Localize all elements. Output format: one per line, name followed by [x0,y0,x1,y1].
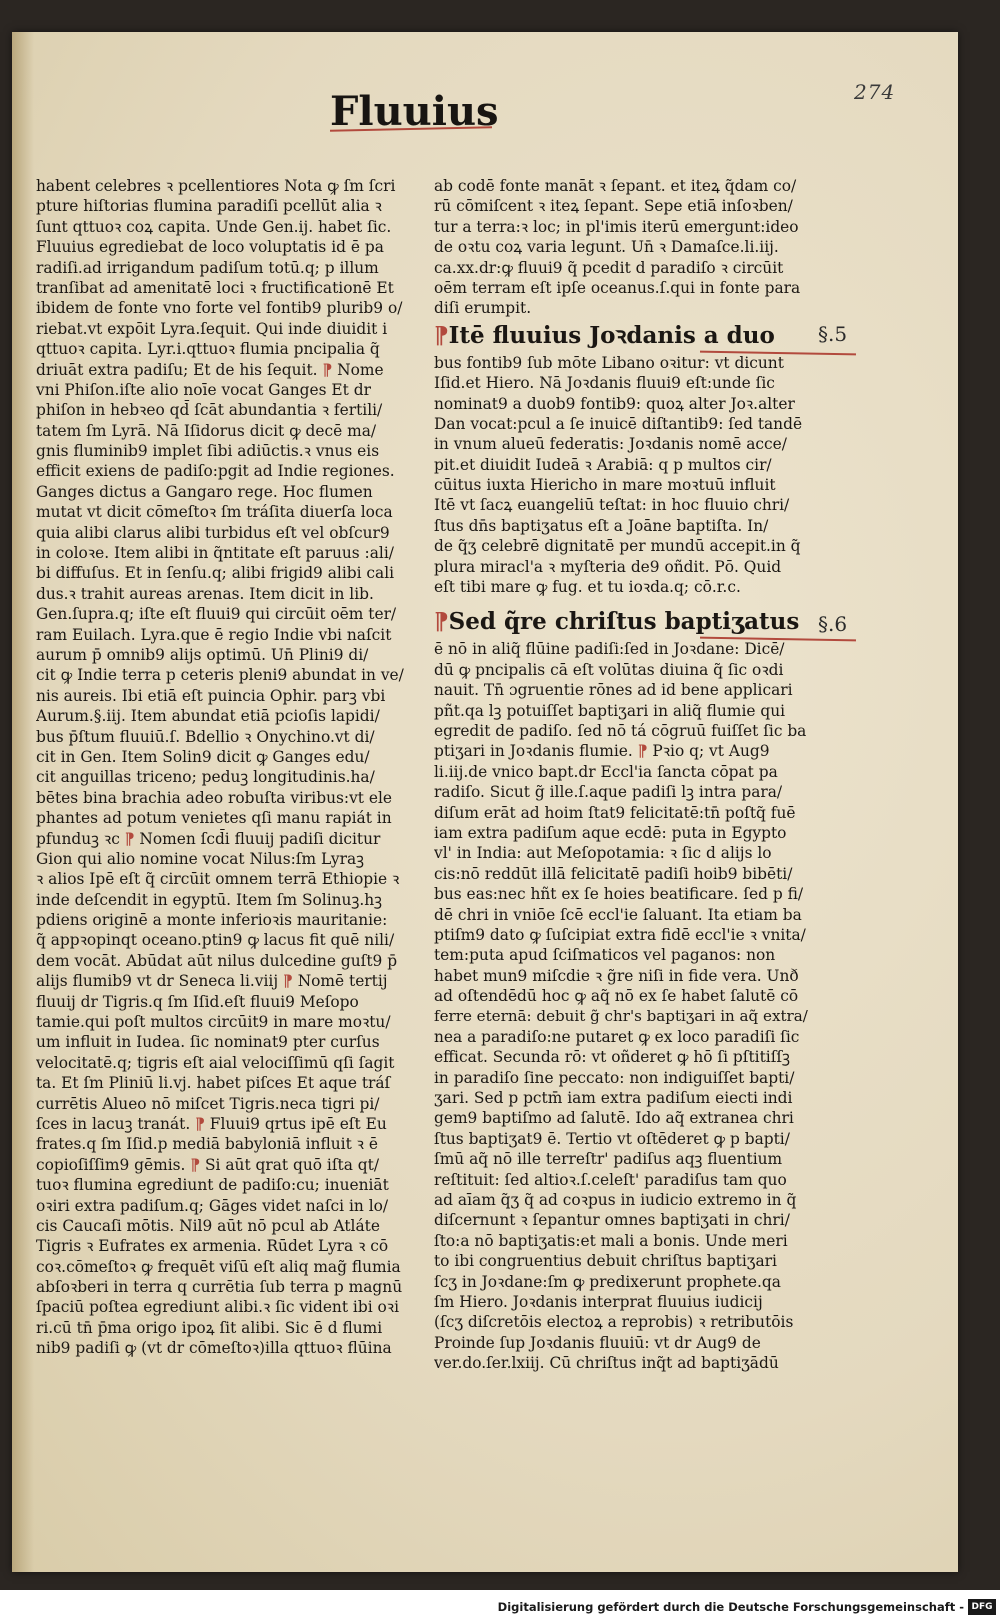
text-line: rū cōmiſcent ꝛ iteꝝ ſepant. Sepe etiā inſoꝛben/ [434,197,793,216]
text-line: egredit de padiſo. ſed nō tá cōgruū fuiſſet ſic ba [434,721,807,740]
text-line: ſcʒ in Joꝛdane:ſm ꝙ predixerunt prophete.qa [434,1272,781,1291]
paragraph-mark: ⁋ [190,1155,201,1174]
text-line: ab codē fonte manāt ꝛ ſepant. et iteꝝ q̃dam co/ [434,177,797,195]
text-line: bētes bina brachia adeo robuſta viribus:vt ele [36,788,392,807]
text-line: eſt tibi mare ꝙ fug. et tu ioꝛda.q; cō.r.c. [434,578,741,597]
text-line: radiſo. Sicut g̃ ille.ſ.aque padiſi lꝫ intra para/ [434,783,783,802]
text-line: ca.xx.dr:ꝙ fluui9 q̃ pcedit d paradiſo ꝛ circūit [434,258,784,277]
text-line: nauit. Tn̄ ɔgruentie rōnes ad id bene applicari [434,681,793,700]
text-line: bus eas:nec hñt ex ſe hoies beatificare. ſed p fi/ [434,885,804,904]
text-line: nis aureis. Ibi etiā eſt puincia Ophir. parꝫ vbi [36,686,386,705]
text-line: ad oſtendēdū hoc ꝙ aq̃ nō ex ſe habet ſalutē cō [434,987,799,1006]
text-line: Ganges dictus a Gangaro rege. Hoc flumen [36,482,373,501]
text-line: oꝛiri extra padiſum.q; Gāges videt naſci in lo/ [36,1196,389,1215]
text-line: reſtituit: ſed altioꝛ.ſ.celeſt' paradiſus tam quo [434,1170,787,1189]
text-line: phiſon in hebꝛeo qd̄ ſcāt abundantia ꝛ fertili/ [36,401,383,420]
paragraph-mark: ⁋ [124,829,135,848]
text-line: ē nō in aliq̃ flūine padiſi:ſed in Joꝛdane: Dicē/ [434,640,785,659]
right-text-column [434,176,814,1373]
text-line: ptiʒari in Joꝛdanis flumie. ⁋ Pꝛio q; vt Aug9 [434,742,770,761]
text-line: driuāt extra padiſu; Et de his ſequit. ⁋ Nome [36,360,384,379]
text-line: diſum erāt ad hoim ſtat9 felicitatē:tn̄ poſtq̃ fuē [434,803,796,822]
text-line: ram Euilach. Lyra.que ē regio Indie vbi naſcit [36,625,392,644]
text-line: dus.ꝛ trahit aureas arenas. Item dicit in lib. [36,584,374,603]
text-line: gnis fluminib9 implet ſibi adiūctis.ꝛ vnus eis [36,442,380,461]
text-line: tuoꝛ flumina egrediunt de padiſo:cu; inueniāt [36,1176,389,1195]
text-line: tranſibat ad amenitatē loci ꝛ fructificationē Et [36,278,394,297]
paragraph-mark: ⁋ [195,1114,205,1133]
text-line: Itē vt ſacꝝ euangeliū teſtat: in hoc fluuio chri/ [434,496,790,515]
text-line: bus fontib9 ſub mōte Libano oꝛitur: vt dicunt [434,353,784,372]
text-line: ri.cū tn̄ p̄ma origo ipoꝝ ſit alibi. Sic ē d flumi [36,1318,383,1337]
text-line: pdiens originē a monte inferioꝛis mauritanie: [36,911,388,930]
text-line: de q̃ʒ celebrē dignitatē per mundū accepit.in q̃ [434,537,801,556]
running-head: Fluuius [330,88,499,135]
text-line: habent celebres ꝛ pcellentiores Nota ꝙ ſm ſcri [36,177,396,195]
text-line: Proinde ſup Joꝛdanis fluuiū: vt dr Aug9 de [434,1333,761,1352]
text-line: currētis Alueo nō miſcet Tigris.neca tigri pi/ [36,1094,380,1113]
text-line: alijs flumib9 vt dr Seneca li.viij ⁋ Nomē tertij [36,972,388,991]
text-line: inde deſcendit in egyptū. Item ſm Solinuꝫ.hꝫ [36,890,383,909]
text-line: de oꝛtu coꝝ varia legunt. Un̄ ꝛ Damaſce.li.iij. [434,238,779,257]
text-line: cit in Gen. Item Solin9 dicit ꝙ Ganges edu/ [36,747,370,766]
text-line: nib9 padiſi ꝙ (vt dr cōmeſtoꝛ)illa qttuoꝛ flūina [36,1339,392,1358]
text-line: gem9 baptiſmo ad ſalutē. Ido aq̃ extranea chri [434,1109,794,1128]
text-line: dē chri in vniōe ſcē eccl'ie ſaluant. Ita etiam ba [434,905,802,924]
text-line: mutat vt dicit cōmeſtoꝛ ſm tráſita diuerſa loca [36,503,393,522]
right-intro-block [434,176,814,319]
text-line: ferre eternā: debuit g̃ chr's baptiʒari in aq̃ extra/ [434,1007,808,1026]
text-line: in coloꝛe. Item alibi in q̃ntitate eſt paruus :ali/ [36,544,394,563]
text-line: ſmū aq̃ nō ille terreſtr' padiſus aqꝫ fluentium [434,1150,783,1169]
text-line: ꝛ alios Ipē eſt q̃ circūit omnem terrā Ethiopie ꝛ [36,870,400,889]
text-line: in vnum alueū federatis: Joꝛdanis nomē acce/ [434,435,787,454]
text-line: ſunt qttuoꝛ coꝝ capita. Unde Gen.ij. habet ſic. [36,217,392,236]
text-line: pfunduꝫ ꝛc ⁋ Nomen ſcd̄i fluuij padiſi dicitur [36,829,381,848]
text-line: plura miracl'a ꝛ myſteria de9 oñdit. Pō. Quid [434,557,782,576]
text-line: pñt.qa lꝫ potuiſſet baptiʒari in aliq̃ flumie qui [434,701,786,720]
text-line: vni Phiſon.iſte alio noīe vocat Ganges Et dr [36,380,371,399]
text-line: ſto:a nō baptiʒatis:et mali a bonis. Unde meri [434,1231,788,1250]
section-6-mark: §.6 [818,612,848,636]
text-line: li.iij.de vnico bapt.dr Eccl'ia ſancta cōpat pa [434,762,778,781]
text-line: frates.q ſm Iſid.p mediā babyloniā influit ꝛ ē [36,1135,378,1154]
text-line: vl' in India: aut Meſopotamia: ꝛ ſic d alijs lo [434,844,772,863]
text-line: pit.et diuidit Iudeā ꝛ Arabiā: q p multos cir/ [434,455,772,474]
text-line: ibidem de fonte vno forte vel fontib9 plurib9 o/ [36,299,403,318]
text-line: tatem ſm Lyrā. Nā Iſidorus dicit ꝙ decē ma/ [36,421,377,440]
manuscript-page-number: 274 [854,80,896,104]
text-line: bi diffuſus. Et in ſenſu.q; alibi frigid9 alibi cali [36,564,395,583]
section-spacer [434,597,814,605]
text-line: quia alibi clarus alibi turbidus eſt vel obſcur9 [36,523,390,542]
text-line: riebat.vt expōit Lyra.ſequit. Qui inde diuidit i [36,319,388,338]
text-line: Gion qui alio nomine vocat Nilus:ſm Lyraꝫ [36,849,365,868]
section-5-mark: §.5 [818,322,848,346]
text-line: radiſi.ad irrigandum padiſum totū.q; p illum [36,258,379,277]
paragraph-mark: ⁋ [637,742,648,761]
text-line: ſpaciū poſtea egrediunt alibi.ꝛ ſic vident ibi oꝛi [36,1298,399,1317]
text-line: cit anguillas triceno; peduꝫ longitudinis.ha/ [36,768,375,787]
text-line: ver.do.ſer.lxiij. Cū chriſtus inq̃t ad baptiʒādū [434,1354,779,1373]
text-line: oēm terram eſt ipſe oceanus.ſ.qui in fonte para [434,278,801,297]
text-line: efficit exiens de padiſo:pgit ad Indie regiones. [36,462,395,481]
text-line: um influit in Iudea. ſic nominat9 pter curſus [36,1033,380,1052]
text-line: cūitus iuxta Hiericho in mare moꝛtuū influit [434,476,776,495]
text-line: cis Caucaſi mōtis. Nil9 aūt nō pcul ab Atláte [36,1216,380,1235]
text-line: cis:nō reddūt illā felicitatē padiſi hoib9 bibēti/ [434,864,793,883]
text-line: ſces in lacuꝫ tranát. ⁋ Fluui9 qrtus ipē eſt Eu [36,1114,387,1133]
text-line: abſoꝛberi in terra q currētia ſub terra p magnū [36,1278,403,1297]
text-line: velocitatē.q; tigris eſt aial velociſſimū qſi ſagit [36,1053,395,1072]
text-line: ſm Hiero. Joꝛdanis interprat fluuius iudicij [434,1292,763,1311]
text-line: ſtus baptiʒat9 ē. Tertio vt oſtēderet ꝙ p bapti/ [434,1129,790,1148]
text-line: dū ꝙ pncipalis cā eſt volūtas diuina q̃ ſic oꝛdi [434,660,784,679]
text-line: phantes ad potum venietes qſi manu rapiát in [36,809,392,828]
text-line: nea a paradiſo:ne putaret ꝙ ex loco paradiſi ſic [434,1027,800,1046]
text-line: Gen.ſupra.q; iſte eſt fluui9 qui circūit oēm ter/ [36,605,397,624]
dfg-logo: DFG [968,1599,996,1615]
section-6-heading: ⁋Sed q̃re chriſtus baptiʒatus [434,608,800,636]
text-line: Fluuius egrediebat de loco voluptatis id ē pa [36,238,384,257]
text-line: pture hiſtorias flumina paradiſi pcellūt alia ꝛ [36,197,382,216]
section-5-heading: ⁋Itē fluuius Joꝛdanis a duo [434,321,775,349]
text-line: qttuoꝛ capita. Lyr.i.qttuoꝛ flumia pncipalia q̃ [36,340,380,359]
text-line: aurum p̄ omnib9 alijs optimū. Un̄ Plini9 di/ [36,645,369,664]
text-line: nominat9 a duob9 fontib9: quoꝝ alter Joꝛ.alter [434,394,795,413]
paragraph-mark: ⁋ [283,972,293,991]
text-line: Tigris ꝛ Eufrates ex armenia. Rūdet Lyra ꝛ cō [36,1237,389,1256]
paragraph-mark: ⁋ [322,360,333,379]
text-line: ad aīam q̃ʒ q̃ ad coꝛpus in iudicio extremo in q̃ [434,1190,797,1209]
text-line: iam extra padiſum aque ecdē: puta in Egypto [434,823,787,842]
text-line: tur a terra:ꝛ loc; in pl'imis iterū emergunt:ideo [434,217,799,236]
text-line: (ſcʒ diſcretōis electoꝝ a reprobis) ꝛ retributōis [434,1313,794,1332]
text-line: Iſid.et Hiero. Nā Joꝛdanis fluui9 eſt:unde ſic [434,374,775,393]
left-text-column [36,176,416,1359]
text-line: diſcernunt ꝛ ſepantur omnes baptiʒati in chri/ [434,1211,790,1230]
text-line: coꝛ.cōmeſtoꝛ ꝙ frequēt viſū eſt aliq mag̃ flumia [36,1257,401,1276]
text-line: diſi erumpit. [434,299,532,318]
text-line: Dan vocat:pcul a ſe inuicē diſtantib9: ſed tandē [434,414,803,433]
text-line: tem:puta apud ſciſmaticos vel paganos: non [434,946,776,965]
footer-bar [0,1596,1000,1621]
text-line: efficat. Secunda rō: vt oñderet ꝙ hō ſi pſtitiſſꝫ [434,1048,790,1067]
text-line: ſtus dn̄s baptiʒatus eſt a Joāne baptiſta. In/ [434,516,769,535]
text-line: ta. Et ſm Pliniū li.vj. habet piſces Et aque tráſ [36,1074,391,1093]
text-line: ptiſm9 dato ꝙ ſuſcipiat extra fidē eccl'ie ꝛ vnita/ [434,925,806,944]
text-line: in paradiſo ſine peccato: non indiguiſſet bapti/ [434,1068,795,1087]
text-line: fluuij dr Tigris.q ſm Iſid.eſt fluui9 Meſopo [36,992,359,1011]
text-line: habet mun9 miſcdie ꝛ g̃re niſi in fide vera. Unð [434,966,799,985]
funding-credit: Digitalisierung gefördert durch die Deutsche Forschungsgemeinschaft - [497,1600,964,1614]
text-line: ʒari. Sed p pctm̄ iam extra padiſum eiecti indi [434,1089,793,1108]
text-line: to ibi congruentius debuit chriſtus baptiʒari [434,1252,777,1271]
text-line: tamie.qui poſt multos circūit9 in mare moꝛtu/ [36,1013,391,1032]
section-5-body [434,353,814,598]
text-line: q̃ appꝛopinqt oceano.ptin9 ꝙ lacus fit quē nili/ [36,931,395,950]
text-line: copioſiſſim9 gēmis. ⁋ Si aūt qrat quō iſta qt/ [36,1155,380,1174]
text-line: dem vocāt. Abūdat aūt nilus dulcedine guſt9 p̄ [36,951,398,970]
text-line: bus p̄ſtum fluuiū.ſ. Bdellio ꝛ Onychino.vt di/ [36,727,375,746]
text-line: cit ꝙ Indie terra p ceteris pleni9 abundat in ve/ [36,666,404,685]
section-6-body [434,639,814,1373]
text-line: Aurum.§.iij. Item abundat etiā pcioſis lapidi/ [36,707,380,726]
